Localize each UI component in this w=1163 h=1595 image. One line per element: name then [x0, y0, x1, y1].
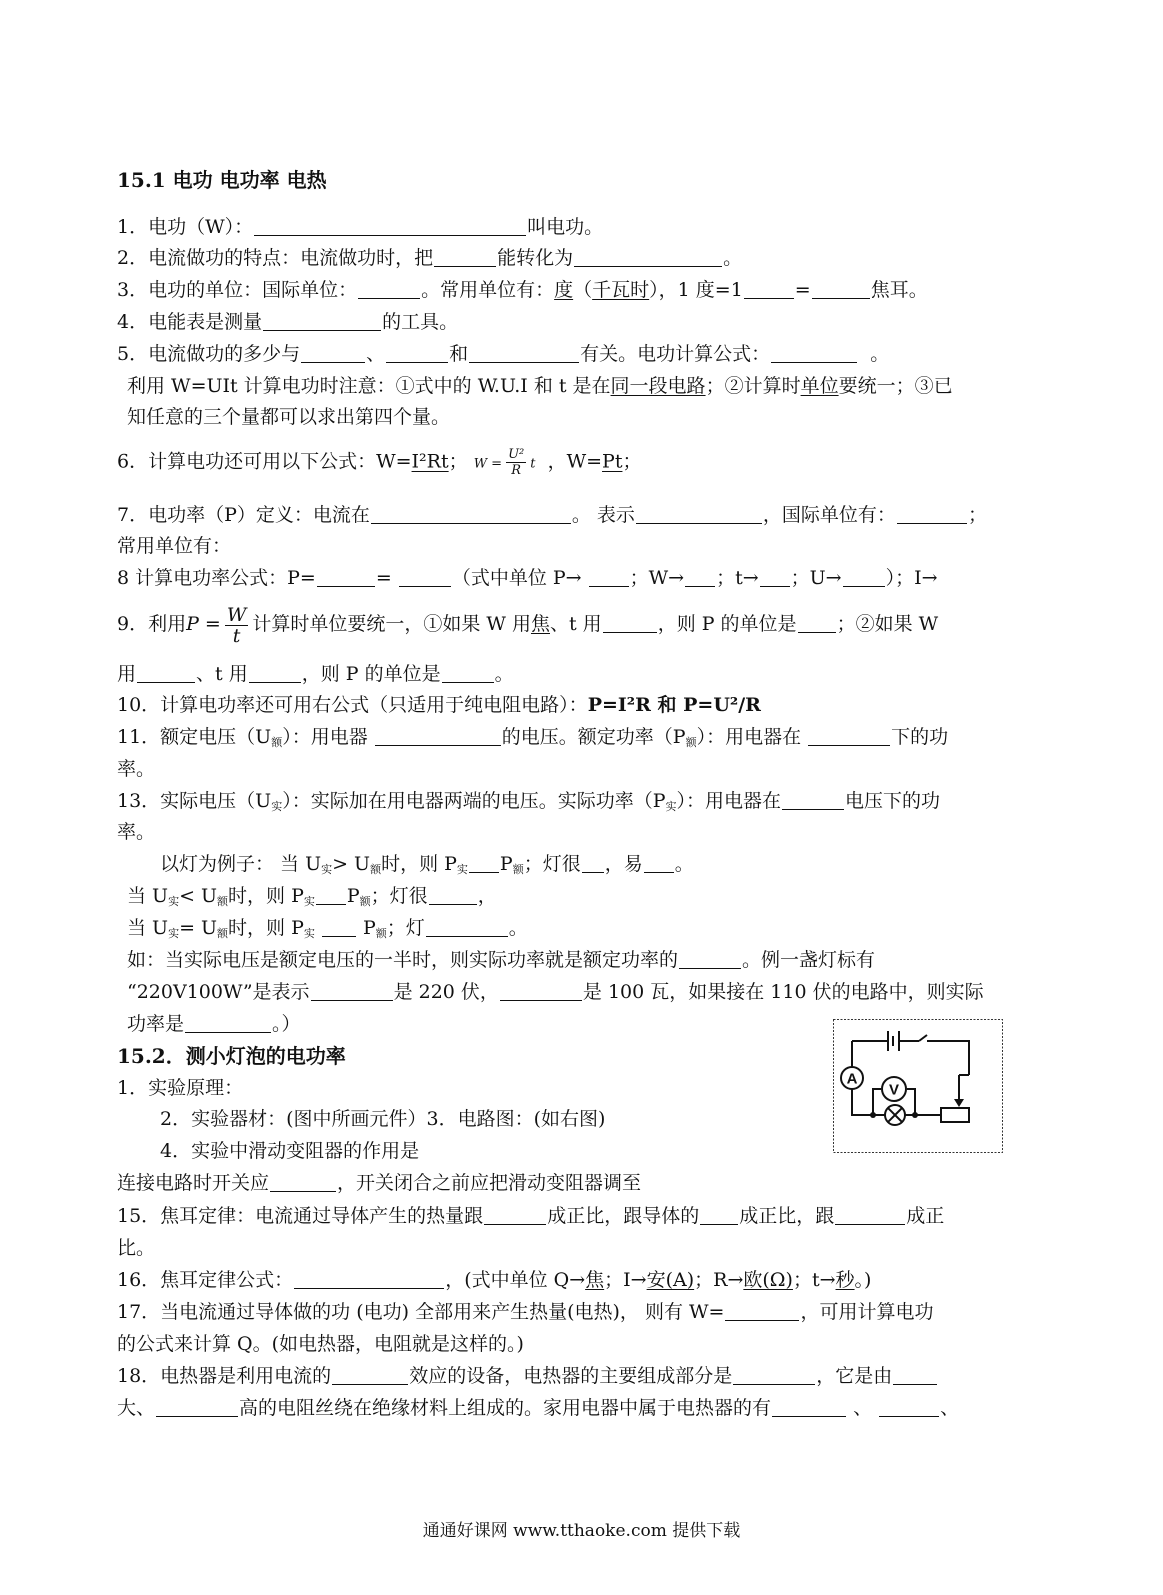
example-4: 如：当实际电压是额定电压的一半时，则实际功率就是额定功率的 。例一盏灯标有	[127, 949, 876, 971]
experiment-item-5: 连接电路时开关应 ，开关闭合之前应把滑动变阻器调至	[117, 1172, 642, 1194]
example-5: “220V100W”是表示 是 220 伏， 是 100 瓦，如果接在 110 伏的电路中，则实际	[127, 981, 984, 1003]
voltmeter	[882, 1077, 906, 1101]
item-15: 15．焦耳定律：电流通过导体产生的热量跟 成正比，跟导体的 成正比，跟 成正	[117, 1205, 945, 1227]
experiment-item-4: 4．实验中滑动变阻器的作用是	[160, 1140, 420, 1162]
blank[interactable]	[589, 568, 629, 587]
item-10: 10．计算电功率还可用右公式（只适用于纯电阻电路）：P=I²R 和 P=U²/R	[117, 694, 761, 716]
blank[interactable]	[316, 886, 346, 905]
ammeter-label: A	[846, 1070, 858, 1088]
item-13: 13．实际电压$(U_实)$：实际加在用电器两端的电压。实际功率$(P_实)$：用电器在 电压下的功	[117, 790, 941, 813]
item-5-note: 利用 W=UIt 计算电功时注意：①式中的 W.U.I 和 t 是在同一段电路；②计算时单位要统一；③已	[127, 375, 953, 397]
blank[interactable]	[879, 1398, 939, 1417]
blank[interactable]	[771, 344, 857, 363]
blank[interactable]	[322, 918, 356, 937]
item-7: 7．电功率（P）定义：电流在 。 表示 ，国际单位有： ；	[117, 504, 987, 526]
blank[interactable]	[798, 614, 836, 633]
item-15-2: 比。	[117, 1237, 156, 1259]
blank[interactable]	[358, 280, 420, 299]
lamp-icon	[885, 1105, 905, 1125]
item-17-2: 的公式来计算 Q。(如电热器，电阻就是这样的。)	[117, 1333, 524, 1355]
blank[interactable]	[469, 344, 579, 363]
blank[interactable]	[442, 664, 494, 683]
blank[interactable]	[574, 248, 722, 267]
blank[interactable]	[685, 568, 715, 587]
experiment-item-1: 1．实验原理：	[117, 1077, 244, 1099]
blank[interactable]	[311, 982, 393, 1001]
ammeter	[841, 1067, 863, 1089]
item-1: 1．电功（W）： 叫电功。	[117, 216, 604, 238]
blank[interactable]	[812, 280, 870, 299]
junction-dot	[912, 1112, 918, 1118]
blank[interactable]	[434, 248, 496, 267]
item-18: 18．电热器是利用电流的 效应的设备，电热器的主要组成部分是 ，它是由	[117, 1364, 938, 1388]
example-2: 当 $U_实< U_额$时，则 $P_实$ $P_额$；灯很 ，	[127, 885, 497, 908]
blank[interactable]	[185, 1014, 271, 1033]
blank[interactable]	[835, 1206, 905, 1225]
blank[interactable]	[484, 1206, 546, 1225]
blank[interactable]	[893, 1366, 937, 1385]
section-title-15-1: 15.1 电功 电功率 电热	[117, 168, 327, 192]
blank[interactable]	[636, 505, 762, 524]
blank[interactable]	[843, 568, 885, 587]
footer-text: 通通好课网 www.tthaoke.com 提供下载	[422, 1521, 741, 1541]
item-11: 11．额定电压$(U_额)$：用电器 的电压。额定功率$(P_额)$：用电器在 下的功	[117, 726, 949, 749]
item-9-2: 用 、t 用 ，则 P 的单位是 。	[117, 663, 514, 685]
item-7-2: 常用单位有：	[117, 535, 232, 557]
blank[interactable]	[371, 505, 571, 524]
item-18-2: 大、 高的电阻丝绕在绝缘材料上组成的。家用电器中属于电热器的有 、 、	[117, 1397, 960, 1419]
blank[interactable]	[772, 1398, 846, 1417]
blank[interactable]	[270, 1173, 336, 1192]
blank[interactable]	[603, 614, 657, 633]
item-6: 6．计算电功还可用以下公式：W=I²Rt； W = $\frac{\text{U²}}{R}$ t ，W=Pt；	[117, 447, 642, 478]
example-1: 以灯为例子： 当 $U_实> U_额$时，则 $P_实$ $P_额$；灯很 ，易 。	[160, 853, 694, 876]
blank[interactable]	[725, 1302, 799, 1321]
item-11-2: 率。	[117, 758, 156, 780]
example-3: 当 $U_实= U_额$时，则 $P_实$ $P_额$；灯 。	[127, 917, 528, 940]
blank[interactable]	[808, 727, 890, 746]
item-5: 5．电流做功的多少与 、 和 有关。电功计算公式： 。	[117, 343, 890, 365]
blank[interactable]	[294, 1270, 444, 1289]
voltmeter-label: V	[888, 1081, 900, 1099]
blank[interactable]	[301, 344, 365, 363]
blank[interactable]	[733, 1366, 815, 1385]
item-5-note-2: 知任意的三个量都可以求出第四个量。	[127, 406, 451, 428]
circuit-diagram	[833, 1019, 1003, 1153]
item-3: 3．电功的单位：国际单位： 。常用单位有：度（千瓦时），1 度=1 = 焦耳。	[117, 279, 928, 301]
experiment-item-2: 2．实验器材：(图中所画元件）3．电路图：(如右图)	[160, 1108, 606, 1130]
blank[interactable]	[426, 918, 508, 937]
blank[interactable]	[317, 568, 375, 587]
item-16: 16．焦耳定律公式： ，(式中单位 Q→焦；I→安(A)；R→欧(Ω)；t→秒。)	[117, 1269, 872, 1291]
rheostat	[941, 1075, 969, 1122]
blank[interactable]	[760, 568, 790, 587]
blank[interactable]	[897, 505, 967, 524]
item-13-2: 率。	[117, 821, 156, 843]
blank[interactable]	[644, 854, 674, 873]
item-4: 4．电能表是测量 的工具。	[117, 311, 459, 333]
blank[interactable]	[679, 950, 741, 969]
blank[interactable]	[254, 217, 526, 236]
section-title-15-2: 15.2．测小灯泡的电功率	[117, 1044, 346, 1068]
item-17: 17．当电流通过导体做的功 (电功) 全部用来产生热量(电热)， 则有 W= ，可用计算电功	[117, 1301, 934, 1323]
blank[interactable]	[700, 1206, 738, 1225]
blank[interactable]	[375, 727, 501, 746]
blank[interactable]	[469, 854, 499, 873]
blank[interactable]	[332, 1366, 408, 1385]
fraction-u2-over-r: $\frac{\text{U²}}{R}$	[508, 447, 525, 478]
blank[interactable]	[156, 1398, 238, 1417]
blank[interactable]	[582, 854, 604, 873]
switch[interactable]	[919, 1035, 927, 1041]
item-2: 2．电流做功的特点：电流做功时，把 能转化为 。	[117, 247, 743, 269]
blank[interactable]	[137, 664, 195, 683]
example-6: 功率是 。）	[127, 1013, 301, 1035]
blank[interactable]	[386, 344, 448, 363]
blank[interactable]	[399, 568, 451, 587]
blank[interactable]	[429, 886, 477, 905]
item-9: 9．利用P = $\frac{W}{t}$ 计算时单位要统一，①如果 W 用焦、t 用 ，则 P 的单位是 ；②如果 W	[117, 603, 939, 647]
item-8: 8 计算电功率公式：P= = （式中单位 P→ ；W→ ；t→ ；U→ ）；I→	[117, 567, 938, 589]
junction-dot	[870, 1112, 876, 1118]
blank[interactable]	[744, 280, 794, 299]
blank[interactable]	[249, 664, 301, 683]
blank[interactable]	[782, 791, 844, 810]
fraction-w-over-t: $\frac{W}{t}$	[226, 603, 247, 647]
blank[interactable]	[500, 982, 582, 1001]
blank[interactable]	[263, 312, 381, 331]
